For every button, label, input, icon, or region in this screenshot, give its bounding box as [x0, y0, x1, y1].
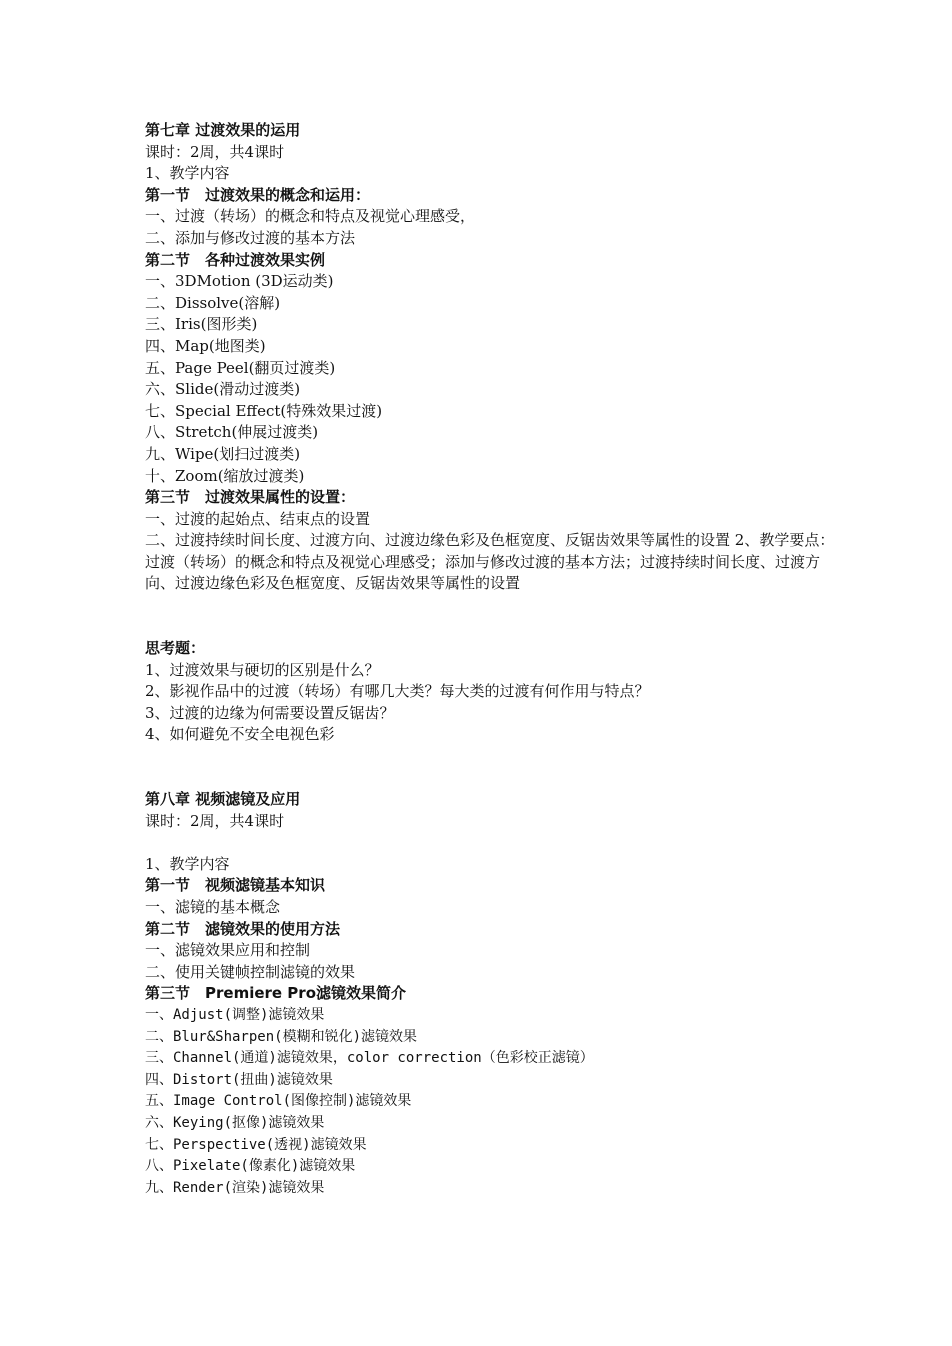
list-item: 七、Perspective(透视)滤镜效果	[145, 1136, 367, 1153]
list-item: 四、Distort(扭曲)滤镜效果	[145, 1071, 333, 1088]
list-item: 八、Pixelate(像素化)滤镜效果	[145, 1158, 356, 1175]
list-item: 四、Map(地图类)	[145, 336, 266, 355]
list-item: 三、Iris(图形类)	[145, 315, 258, 334]
chapter8-content-heading: 1、教学内容	[145, 854, 230, 873]
chapter8-section1-title: 第一节 视频滤镜基本知识	[145, 876, 326, 895]
chapter7-hours: 课时：2周，共4课时	[145, 142, 285, 161]
chapter7-section3-title: 第三节 过渡效果属性的设置：	[145, 488, 356, 507]
list-item: 九、Wipe(划扫过渡类)	[145, 444, 301, 463]
chapter8-hours: 课时：2周，共4课时	[145, 811, 285, 830]
spacer	[145, 746, 845, 789]
question-item: 1、过渡效果与硬切的区别是什么？	[145, 660, 380, 679]
list-item: 二、Blur&Sharpen(模糊和锐化)滤镜效果	[145, 1028, 418, 1045]
chapter8-section2-title: 第二节 滤镜效果的使用方法	[145, 919, 341, 938]
list-item: 六、Slide(滑动过渡类)	[145, 380, 301, 399]
chapter8-section3-title: 第三节 Premiere Pro滤镜效果简介	[145, 984, 406, 1003]
list-item: 五、Page Peel(翻页过渡类)	[145, 358, 336, 377]
chapter7-section1-title: 第一节 过渡效果的概念和运用：	[145, 185, 371, 204]
list-item: 八、Stretch(伸展过渡类)	[145, 423, 319, 442]
question-item: 3、过渡的边缘为何需要设置反锯齿？	[145, 703, 395, 722]
questions-title: 思考题：	[145, 639, 206, 658]
list-item: 一、过渡的起始点、结束点的设置	[145, 509, 371, 528]
question-item: 4、如何避免不安全电视色彩	[145, 725, 335, 744]
spacer	[145, 832, 845, 854]
list-item: 十、Zoom(缩放过渡类)	[145, 466, 305, 485]
list-item: 七、Special Effect(特殊效果过渡)	[145, 401, 383, 420]
list-item: 二、Dissolve(溶解)	[145, 293, 281, 312]
spacer	[145, 595, 845, 638]
list-item: 一、滤镜效果应用和控制	[145, 941, 311, 960]
document-page	[145, 120, 845, 1199]
list-item: 五、Image Control(图像控制)滤镜效果	[145, 1093, 412, 1110]
question-item: 2、影视作品中的过渡（转场）有哪几大类？每大类的过渡有何作用与特点？	[145, 682, 650, 701]
chapter7-title: 第七章 过渡效果的运用	[145, 121, 301, 139]
list-item: 一、3DMotion (3D运动类)	[145, 272, 334, 291]
list-item: 九、Render(渲染)滤镜效果	[145, 1179, 325, 1196]
list-item: 一、过渡（转场）的概念和特点及视觉心理感受，	[145, 207, 476, 226]
chapter7-section3-paragraph: 二、过渡持续时间长度、过渡方向、过渡边缘色彩及色框宽度、反锯齿效果等属性的设置 2、教学要点：过渡（转场）的概念和特点及视觉心理感受；添加与修改过渡的基本方法；过渡持续时间长度、过渡方向、过渡边缘色彩及色框宽度、反锯齿效果等属性的设置	[145, 531, 835, 593]
list-item: 六、Keying(抠像)滤镜效果	[145, 1114, 325, 1131]
list-item: 一、滤镜的基本概念	[145, 898, 281, 916]
list-item: 二、添加与修改过渡的基本方法	[145, 228, 356, 247]
list-item: 三、Channel(通道)滤镜效果，color correction（色彩校正滤镜）	[145, 1050, 594, 1067]
chapter7-content-heading: 1、教学内容	[145, 164, 230, 183]
list-item: 二、使用关键帧控制滤镜的效果	[145, 962, 356, 981]
chapter7-section2-title: 第二节 各种过渡效果实例	[145, 250, 326, 269]
list-item: 一、Adjust(调整)滤镜效果	[145, 1006, 325, 1023]
chapter8-title: 第八章 视频滤镜及应用	[145, 790, 301, 809]
